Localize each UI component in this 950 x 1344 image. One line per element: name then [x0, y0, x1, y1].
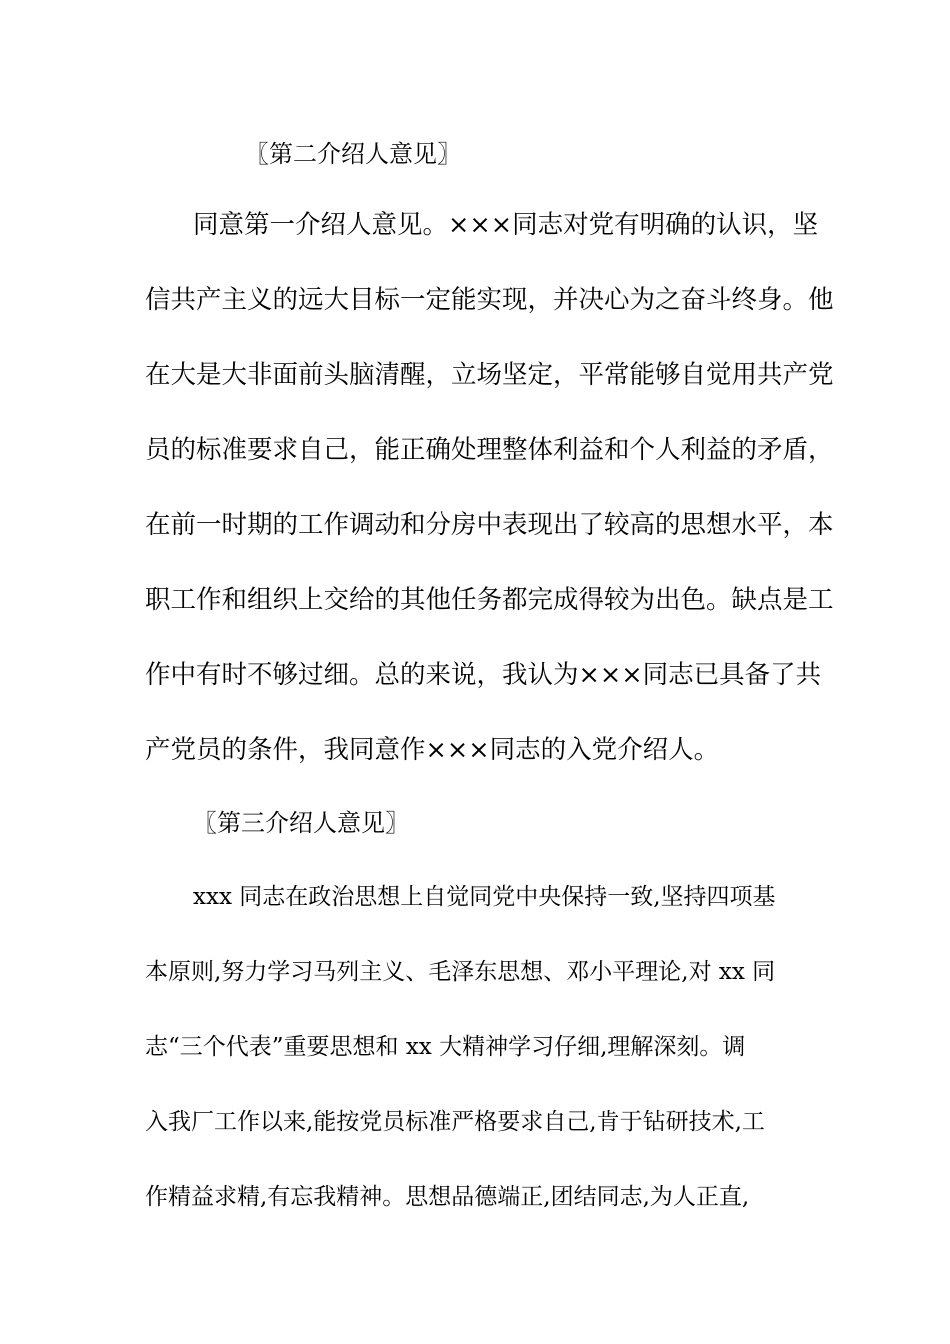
paragraph-line: 职工作和组织上交给的其他任务都完成得较为出色。缺点是工: [145, 585, 834, 615]
paragraph-line: 志“三个代表”重要思想和 xx 大精神学习仔细,理解深刻。调: [145, 1034, 746, 1060]
section-heading-third-introducer: 〖第三介绍人意见〗: [193, 809, 409, 837]
section-heading-second-introducer: 〖第二介绍人意见〗: [245, 140, 461, 168]
paragraph-line: xxx 同志在政治思想上自觉同党中央保持一致,坚持四项基: [193, 884, 776, 910]
paragraph-line: 员的标准要求自己，能正确处理整体利益和个人利益的矛盾，: [145, 435, 834, 465]
paragraph-line: 作中有时不够过细。总的来说，我认为×××同志已具备了共: [145, 660, 822, 690]
paragraph-line: 产党员的条件，我同意作×××同志的入党介绍人。: [145, 735, 720, 765]
paragraph-line: 信共产主义的远大目标一定能实现，并决心为之奋斗终身。他: [145, 285, 834, 315]
paragraph-line: 本原则,努力学习马列主义、毛泽东思想、邓小平理论,对 xx 同: [145, 959, 776, 985]
paragraph-line: 作精益求精,有忘我精神。思想品德端正,团结同志,为人正直,: [145, 1184, 750, 1210]
paragraph-line: 在大是大非面前头脑清醒，立场坚定，平常能够自觉用共产党: [145, 360, 834, 390]
paragraph-line: 同意第一介绍人意见。×××同志对党有明确的认识，坚: [193, 210, 819, 240]
paragraph-line: 在前一时期的工作调动和分房中表现出了较高的思想水平，本: [145, 510, 834, 540]
paragraph-line: 入我厂工作以来,能按党员标准严格要求自己,肯于钻研技术,工: [145, 1109, 765, 1135]
